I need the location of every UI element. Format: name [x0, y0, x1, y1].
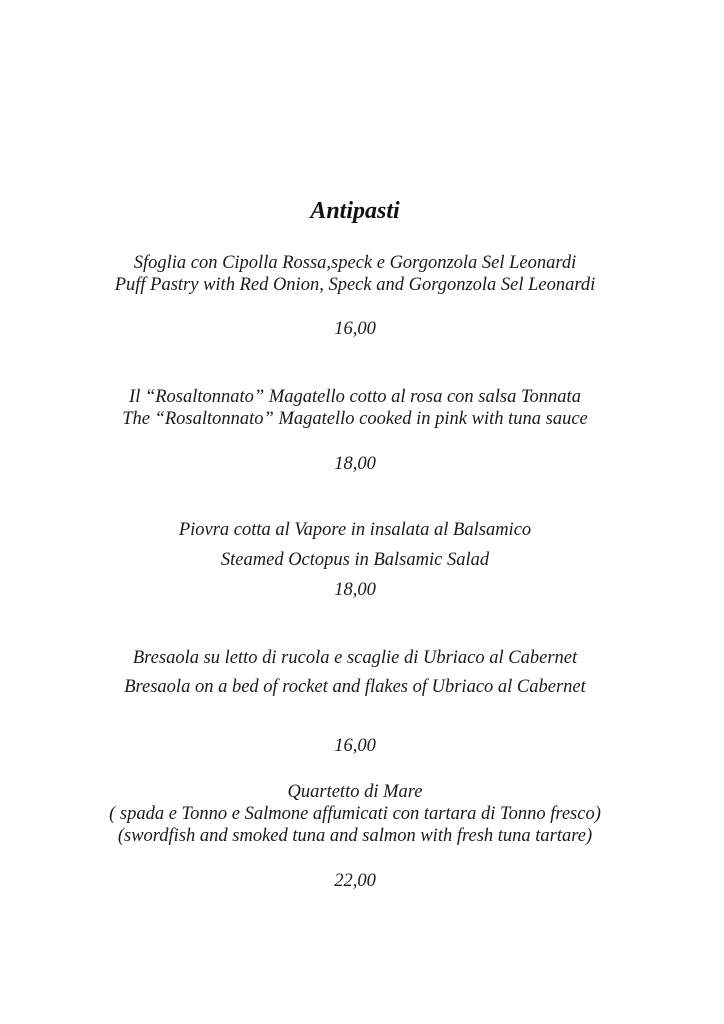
- menu-item-4-english: Bresaola on a bed of rocket and flakes of Ubriaco al Cabernet: [124, 677, 586, 697]
- menu-item-2-price: 18,00: [334, 454, 376, 474]
- menu-item-5-detail-italian: ( spada e Tonno e Salmone affumicati con tartara di Tonno fresco): [109, 804, 601, 824]
- menu-item-2-italian: Il “Rosaltonnato” Magatello cotto al rosa con salsa Tonnata: [129, 387, 581, 407]
- menu-item-5-price: 22,00: [334, 871, 376, 891]
- menu-section-title: Antipasti: [310, 198, 400, 224]
- menu-item-4-price: 16,00: [334, 736, 376, 756]
- menu-item-1-price: 16,00: [334, 319, 376, 339]
- menu-item-2-english: The “Rosaltonnato” Magatello cooked in pink with tuna sauce: [122, 409, 588, 429]
- menu-item-4-italian: Bresaola su letto di rucola e scaglie di Ubriaco al Cabernet: [132, 648, 578, 668]
- menu-item-3-price: 18,00: [334, 580, 376, 600]
- menu-item-1-english: Puff Pastry with Red Onion, Speck and Gorgonzola Sel Leonardi: [114, 275, 596, 295]
- menu-item-1-italian: Sfoglia con Cipolla Rossa,speck e Gorgonzola Sel Leonardi: [133, 253, 577, 273]
- menu-item-3-italian: Piovra cotta al Vapore in insalata al Balsamico: [178, 520, 532, 540]
- menu-item-3-english: Steamed Octopus in Balsamic Salad: [220, 550, 490, 570]
- menu-item-5-italian: Quartetto di Mare: [287, 782, 423, 802]
- menu-item-5-detail-english: (swordfish and smoked tuna and salmon with fresh tuna tartare): [117, 826, 593, 846]
